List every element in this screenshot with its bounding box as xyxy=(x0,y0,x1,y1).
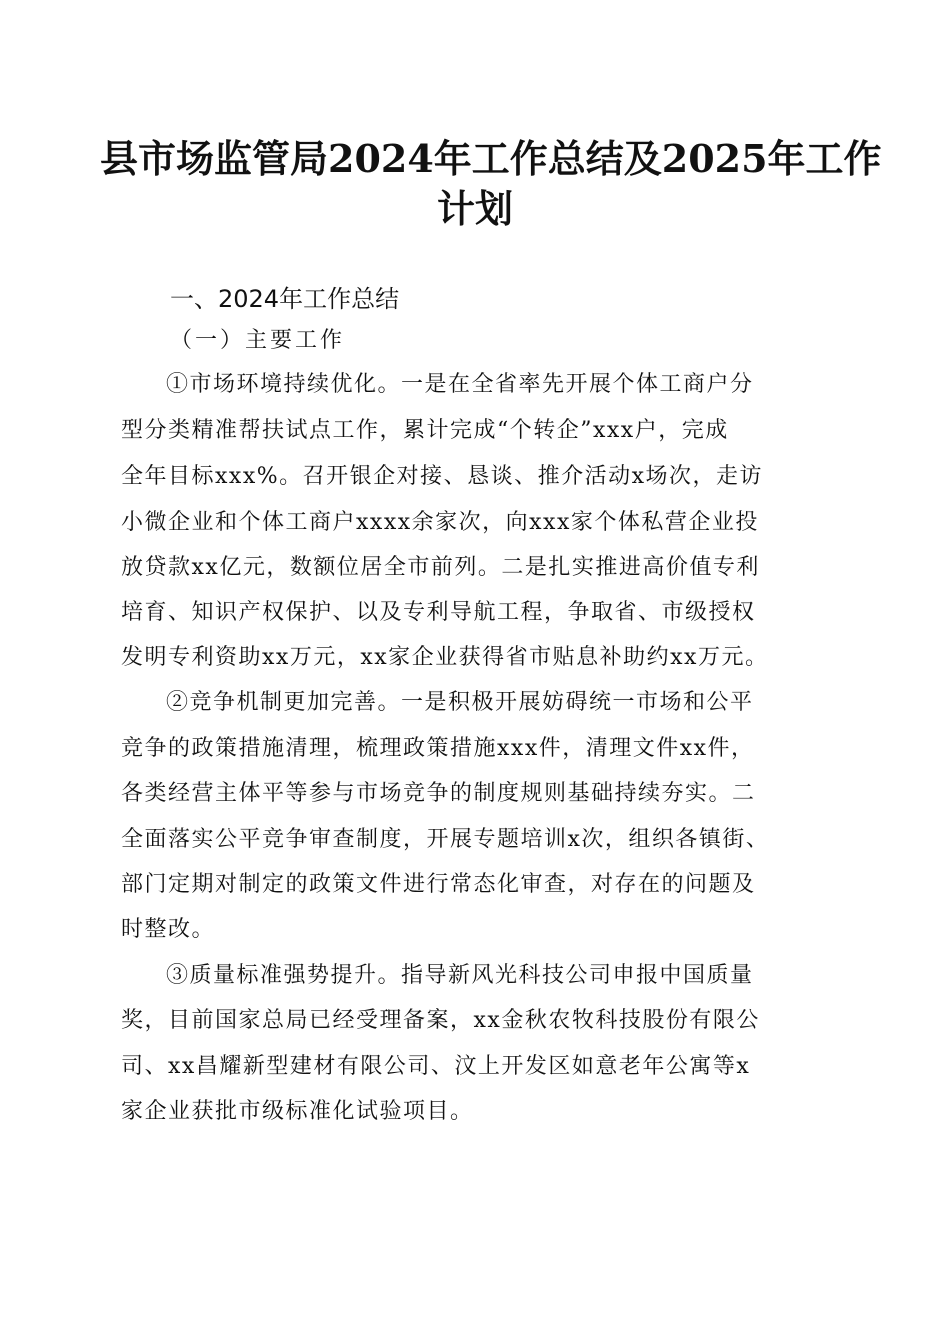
subsection-heading: （一）主要工作 xyxy=(170,328,346,353)
document-title-line-1: 县市场监管局2024年工作总结及2025年工作 xyxy=(100,136,882,181)
paragraph-line: 全年目标xxx%。召开银企对接、恳谈、推介活动x场次，走访 xyxy=(121,464,764,489)
paragraph-line: 竞争的政策措施清理，梳理政策措施xxx件，清理文件xx件， xyxy=(121,736,755,761)
paragraph-line: 型分类精准帮扶试点工作，累计完成“个转企”xxx户，完成 xyxy=(121,418,729,443)
paragraph-line: ②竞争机制更加完善。一是积极开展妨碍统一市场和公平 xyxy=(166,690,754,715)
paragraph-line: 司、xx昌耀新型建材有限公司、汶上开发区如意老年公寓等x xyxy=(121,1054,751,1079)
paragraph-line: 各类经营主体平等参与市场竞争的制度规则基础持续夯实。二 xyxy=(121,781,756,806)
paragraph-line: 部门定期对制定的政策文件进行常态化审查，对存在的问题及 xyxy=(121,872,756,897)
document-title-line-2: 计划 xyxy=(436,186,513,231)
paragraph-line: 发明专利资助xx万元，xx家企业获得省市贴息补助约xx万元。 xyxy=(121,645,769,670)
paragraph-line: 小微企业和个体工商户xxxx余家次，向xxx家个体私营企业投 xyxy=(121,510,759,535)
paragraph-line: ③质量标准强势提升。指导新风光科技公司申报中国质量 xyxy=(166,963,754,988)
paragraph-line: 时整改。 xyxy=(121,917,216,942)
paragraph-line: ①市场环境持续优化。一是在全省率先开展个体工商户分 xyxy=(166,372,754,397)
paragraph-line: 奖，目前国家总局已经受理备案，xx金秋农牧科技股份有限公 xyxy=(121,1008,760,1033)
paragraph-line: 家企业获批市级标准化试验项目。 xyxy=(121,1099,474,1124)
paragraph-line: 培育、知识产权保护、以及专利导航工程，争取省、市级授权 xyxy=(121,600,756,625)
paragraph-line: 放贷款xx亿元，数额位居全市前列。二是扎实推进高价值专利 xyxy=(121,555,760,580)
section-heading: 一、2024年工作总结 xyxy=(170,285,400,313)
paragraph-line: 全面落实公平竞争审查制度，开展专题培训x次，组织各镇街、 xyxy=(121,827,770,852)
